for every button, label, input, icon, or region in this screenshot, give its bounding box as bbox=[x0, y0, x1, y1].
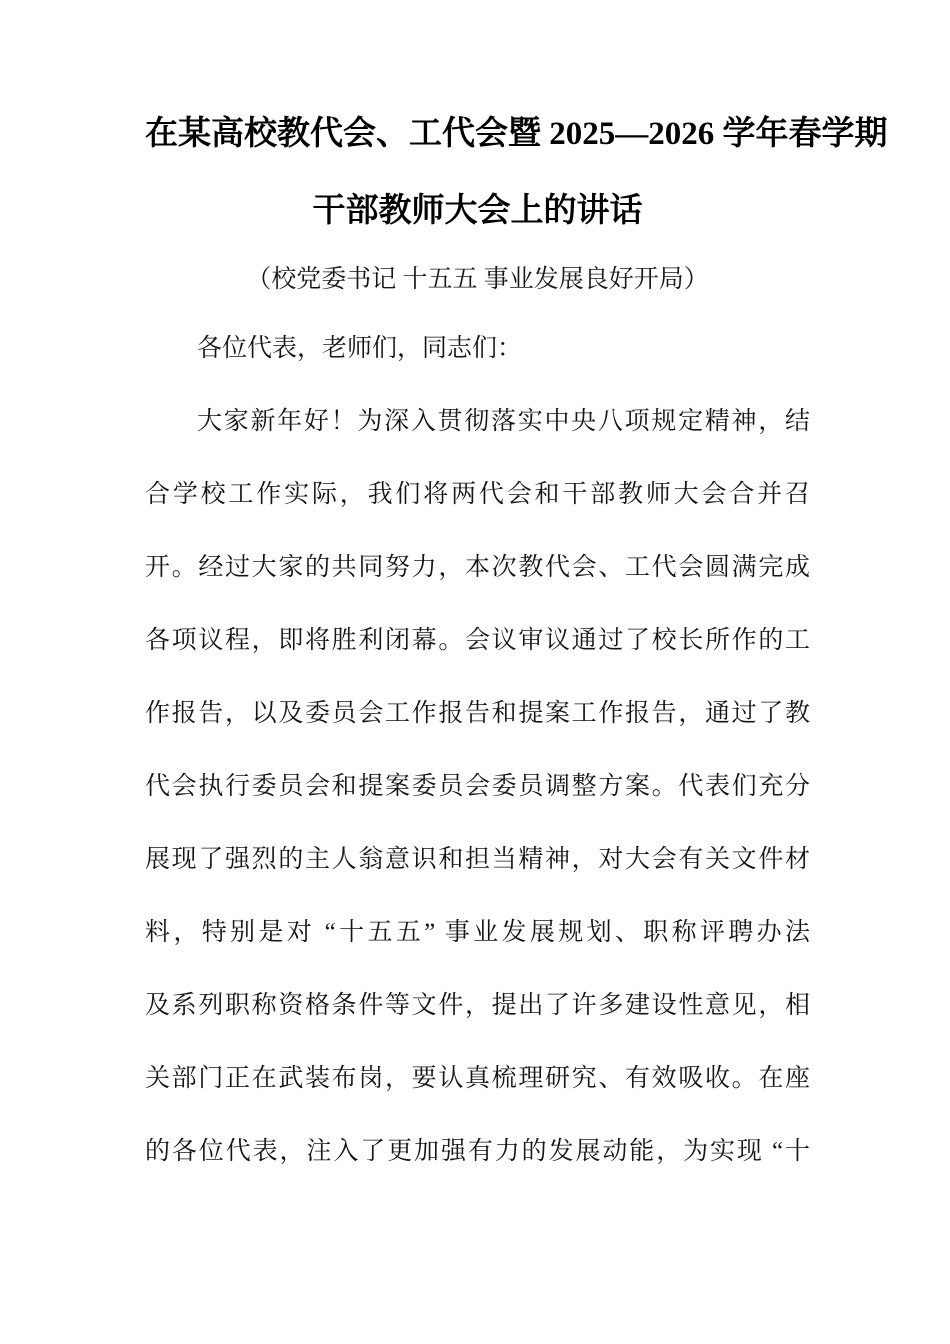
document-title bbox=[145, 0, 888, 250]
document-title-line-2: 干部教师大会上的讲话 bbox=[312, 193, 643, 229]
body-text-line: 及系列职称资格条件等文件，提出了许多建设性意见，相 bbox=[145, 992, 810, 1019]
body-text-line: 关部门正在武装布岗，要认真梳理研究、有效吸收。在座 bbox=[145, 1065, 810, 1092]
body-text-line: 作报告，以及委员会工作报告和提案工作报告，通过了教 bbox=[145, 700, 810, 727]
document-title-line-1: 在某高校教代会、工代会暨 2025—2026 学年春学期 bbox=[145, 116, 888, 152]
body-text-line: 料，特别是对 “十五五” 事业发展规划、职称评聘办法 bbox=[145, 919, 810, 946]
document-body bbox=[145, 312, 810, 1188]
body-text-line: 代会执行委员会和提案委员会委员调整方案。代表们充分 bbox=[145, 773, 810, 800]
body-text-line: 大家新年好！为深入贯彻落实中央八项规定精神，结 bbox=[197, 408, 810, 435]
body-text-line: 合学校工作实际，我们将两代会和干部教师大会合并召 bbox=[145, 481, 810, 508]
body-line-salutation: 各位代表，老师们，同志们： bbox=[197, 335, 523, 362]
document-subtitle: （校党委书记 十五五 事业发展良好开局） bbox=[246, 266, 709, 293]
body-text-line: 的各位代表，注入了更加强有力的发展动能，为实现 “十 bbox=[145, 1138, 810, 1165]
body-text-line: 各项议程，即将胜利闭幕。会议审议通过了校长所作的工 bbox=[145, 627, 810, 654]
document-content bbox=[145, 0, 888, 1188]
body-text-line: 开。经过大家的共同努力，本次教代会、工代会圆满完成 bbox=[145, 554, 810, 581]
body-text-line: 展现了强烈的主人翁意识和担当精神，对大会有关文件材 bbox=[145, 846, 810, 873]
